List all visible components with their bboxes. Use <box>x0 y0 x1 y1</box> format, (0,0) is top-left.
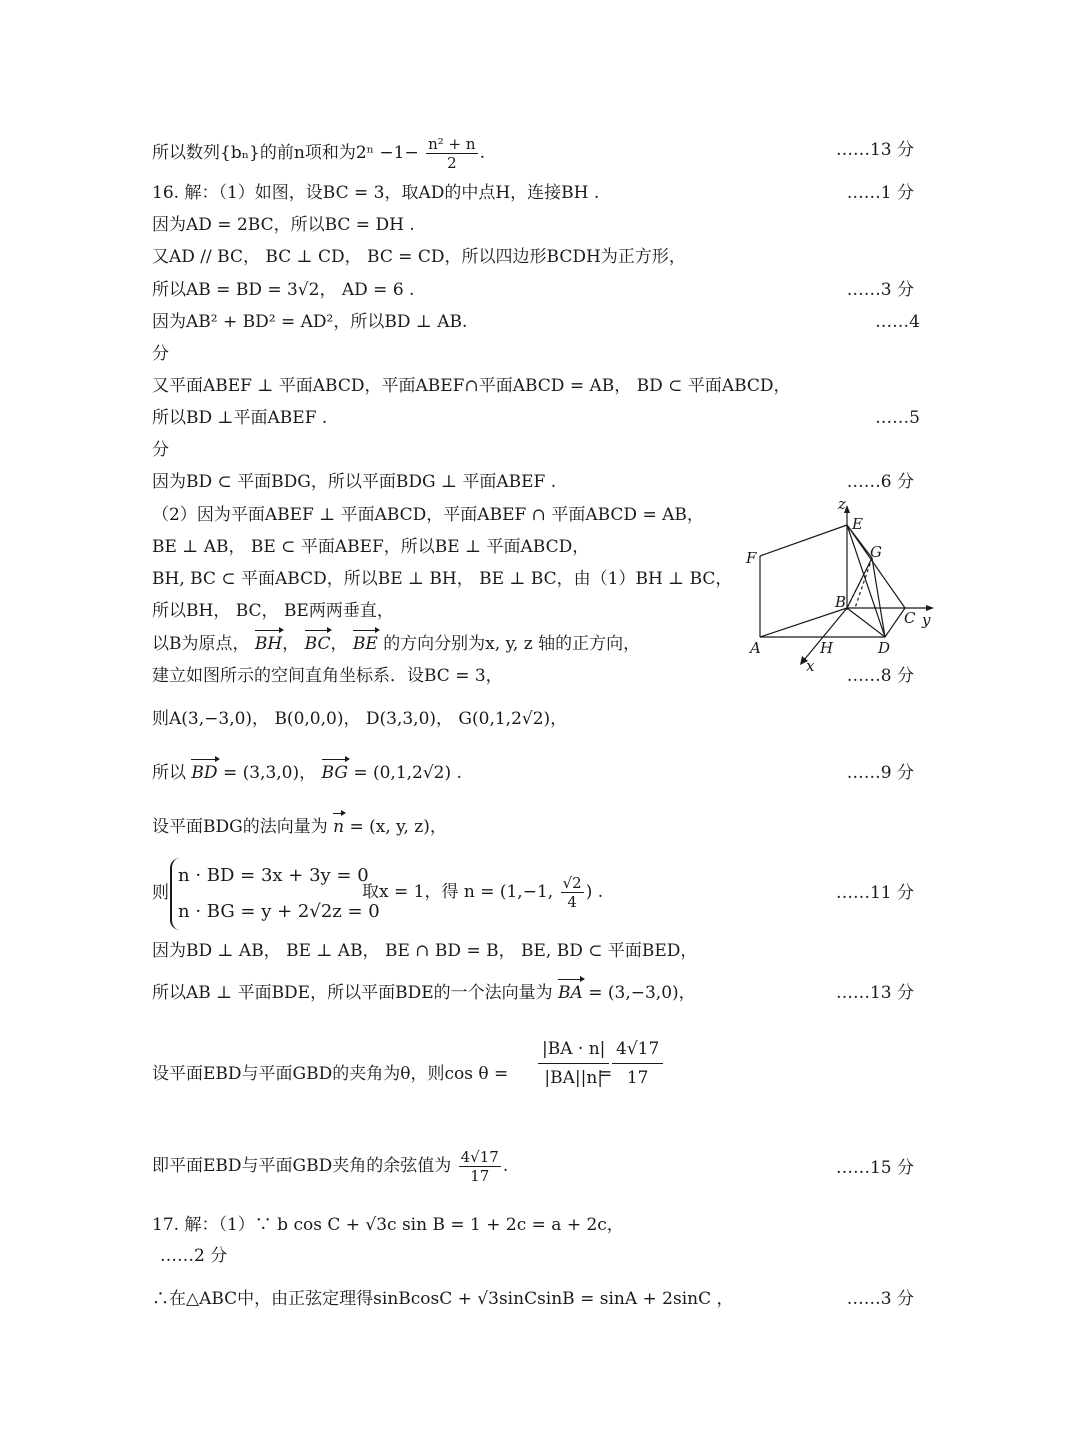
problem-17-intro: 17. 解：（1）∵ b cos C + √3c sin B = 1 + 2c = a + 2c， <box>152 1215 624 1235</box>
text-line: 所以BH， BC， BE两两垂直， <box>152 601 394 621</box>
vector-bg: BG <box>321 763 348 783</box>
fraction: $\frac{√2}{4}$ <box>562 874 582 911</box>
normal-vector-line: 设平面BDG的法向量为 n = (x, y, z)， <box>152 817 447 837</box>
score-mark: ……1 分 <box>846 183 914 203</box>
label-d: D <box>878 639 891 657</box>
line-sum-result: 所以数列{bₙ}的前n项和为2ⁿ −1− $\frac{\text{n² + n}}{2}$ . <box>152 135 485 172</box>
label-z: z <box>838 495 846 513</box>
label-x: x <box>806 657 815 675</box>
text-line: 因为AD = 2BC，所以BC = DH . <box>152 215 415 235</box>
edge-cd <box>885 608 905 637</box>
equation-system <box>170 858 380 930</box>
hidden-edge <box>855 558 872 608</box>
text-line: 又AD // BC， BC ⊥ CD， BC = CD，所以四边形BCDH为正方形， <box>152 247 686 267</box>
edge-fe <box>760 525 847 556</box>
fraction: $\frac{4√17}{17}$ <box>460 1148 499 1185</box>
score-mark: ……9 分 <box>846 763 914 783</box>
edge-bd <box>847 608 885 637</box>
conclusion-line: 即平面EBD与平面GBD夹角的余弦值为 $\frac{4√17}{17}$ . <box>152 1148 509 1185</box>
equation-2: n · BG = y + 2√2z = 0 <box>178 901 380 922</box>
part-2-intro: （2）因为平面ABEF ⊥ 平面ABCD，平面ABEF ∩ 平面ABCD = AB， <box>152 505 704 525</box>
edge-ed <box>847 525 885 637</box>
score-mark: ……3 分 <box>846 1289 914 1309</box>
label-g: G <box>870 543 882 561</box>
label-b: B <box>835 593 847 611</box>
vector-ba: BA <box>558 983 583 1003</box>
text-line: 因为AB² + BD² = AD²，所以BD ⊥ AB. <box>152 312 468 332</box>
label-e: E <box>852 515 863 533</box>
label-h: H <box>820 639 834 657</box>
text-line: 建立如图所示的空间直角坐标系．设BC = 3， <box>152 666 503 686</box>
score-mark: ……11 分 <box>835 883 914 903</box>
normal-vector-result: 取x = 1，得 n = (1,−1, $\frac{√2}{4}$ ) . <box>362 874 604 911</box>
text-line: 分 <box>152 440 169 460</box>
equals-sign: = <box>598 1064 613 1084</box>
edge-ab <box>760 608 847 637</box>
score-mark: ……3 分 <box>846 280 914 300</box>
score-mark: ……15 分 <box>835 1158 914 1178</box>
equation-1: n · BD = 3x + 3y = 0 <box>178 865 369 886</box>
text-line: BH, BC ⊂ 平面ABCD，所以BE ⊥ BH， BE ⊥ BC，由（1）BH ⊥ BC， <box>152 569 733 589</box>
score-mark: ……4 <box>875 312 920 332</box>
label-c: C <box>904 609 916 627</box>
label-a: A <box>750 639 761 657</box>
text-line: 所以AB ⊥ 平面BDE，所以平面BDE的一个法向量为 BA = (3,−3,0)， <box>152 983 696 1003</box>
vector-bc: BC <box>304 634 331 654</box>
score-mark: ……6 分 <box>846 472 914 492</box>
cosine-formula-fraction: $\frac{|BA \cdot n|}{|BA||n|}$ <box>538 1035 609 1092</box>
vector-bh: BH <box>254 634 283 654</box>
text-line: 分 <box>152 344 169 364</box>
cosine-value-fraction: $\frac{4√17}{17}$ <box>612 1035 663 1092</box>
problem-16-intro: 16. 解：（1）如图，设BC = 3，取AD的中点H，连接BH . <box>152 183 600 203</box>
cosine-formula-line: 设平面EBD与平面GBD的夹角为θ，则cos θ = <box>152 1064 509 1084</box>
text-line: 因为BD ⊂ 平面BDG，所以平面BDG ⊥ 平面ABEF . <box>152 472 557 492</box>
score-mark: ……13 分 <box>835 140 914 160</box>
text-line: 因为BD ⊥ AB， BE ⊥ AB， BE ∩ BD = B， BE, BD ⊂ 平面BED， <box>152 941 698 961</box>
vector-bd: BD <box>191 763 218 783</box>
label-f: F <box>746 549 757 567</box>
score-mark: ……13 分 <box>835 983 914 1003</box>
text-line: 又平面ABEF ⊥ 平面ABCD，平面ABEF∩平面ABCD = AB， BD ⊂ 平面ABCD， <box>152 376 791 396</box>
text-line: 所以BD ⊥平面ABEF . <box>152 408 328 428</box>
text-line: BE ⊥ AB， BE ⊂ 平面ABEF，所以BE ⊥ 平面ABCD， <box>152 537 590 557</box>
vectors-line: 所以 BD = (3,3,0)， BG = (0,1,2√2) . <box>152 763 462 783</box>
score-mark: ……5 <box>875 408 920 428</box>
score-mark: ……8 分 <box>846 666 914 686</box>
vector-n: n <box>333 817 345 837</box>
fraction: $\frac{\text{n² + n}}{2}$ <box>428 135 476 172</box>
system-prefix: 则 <box>152 883 169 903</box>
vector-be: BE <box>352 634 378 654</box>
text-line: ∴在△ABC中，由正弦定理得sinBcosC + √3sinCsinB = sinA + 2sinC ， <box>152 1289 734 1309</box>
geometry-figure <box>740 495 940 685</box>
coordinates-line: 则A(3,−3,0)， B(0,0,0)， D(3,3,0)， G(0,1,2√2)， <box>152 709 568 729</box>
label-y: y <box>922 611 931 629</box>
text-line: 所以AB = BD = 3√2， AD = 6 . <box>152 280 415 300</box>
score-mark: ……2 分 <box>160 1246 228 1266</box>
text-line: 以B为原点， BH， BC， BE 的方向分别为x, y, z 轴的正方向， <box>152 634 641 654</box>
